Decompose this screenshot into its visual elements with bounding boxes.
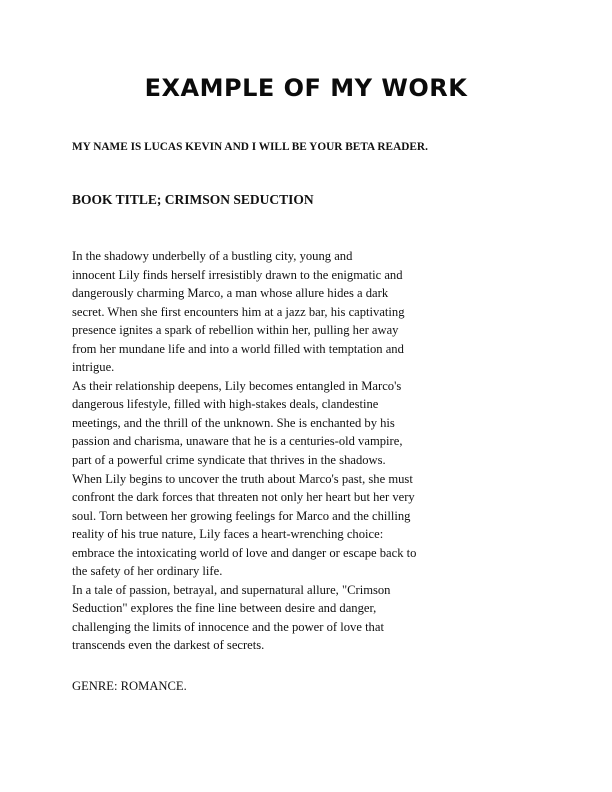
synopsis-line: part of a powerful crime syndicate that thrives in the shadows.	[72, 453, 386, 468]
synopsis	[72, 247, 416, 655]
synopsis-line: meetings, and the thrill of the unknown. She is enchanted by his	[72, 415, 395, 430]
synopsis-line: the safety of her ordinary life.	[72, 564, 223, 579]
synopsis-line: In the shadowy underbelly of a bustling city, young and	[72, 249, 353, 263]
intro-heading: MY NAME IS LUCAS KEVIN AND I WILL BE YOUR BETA READER.	[72, 141, 428, 153]
synopsis-line: challenging the limits of innocence and the power of love that	[72, 619, 384, 634]
synopsis-line: reality of his true nature, Lily faces a heart-wrenching choice:	[72, 527, 384, 542]
genre-line: GENRE: ROMANCE.	[72, 679, 187, 693]
synopsis-line: intrigue.	[72, 360, 115, 375]
book-title: BOOK TITLE; CRIMSON SEDUCTION	[72, 192, 314, 207]
synopsis-line: secret. When she first encounters him at a jazz bar, his captivating	[72, 304, 405, 319]
synopsis-line: innocent Lily finds herself irresistibly drawn to the enigmatic and	[72, 267, 403, 282]
synopsis-line: from her mundane life and into a world filled with temptation and	[72, 341, 404, 356]
synopsis-line: Seduction" explores the fine line between desire and danger,	[72, 601, 377, 616]
synopsis-line: embrace the intoxicating world of love and danger or escape back to	[72, 545, 417, 560]
synopsis-line: transcends even the darkest of secrets.	[72, 638, 265, 653]
synopsis-line: confront the dark forces that threaten not only her heart but her very	[72, 490, 415, 505]
synopsis-line: dangerously charming Marco, a man whose allure hides a dark	[72, 286, 389, 301]
synopsis-line: When Lily begins to uncover the truth about Marco's past, she must	[72, 471, 413, 486]
synopsis-line: presence ignites a spark of rebellion within her, pulling her away	[72, 323, 399, 338]
synopsis-line: As their relationship deepens, Lily becomes entangled in Marco's	[72, 378, 402, 393]
synopsis-line: In a tale of passion, betrayal, and supernatural allure, "Crimson	[72, 582, 391, 597]
page-title: EXAMPLE OF MY WORK	[144, 74, 468, 102]
synopsis-line: passion and charisma, unaware that he is a centuries-old vampire,	[72, 434, 403, 449]
synopsis-line: soul. Torn between her growing feelings for Marco and the chilling	[72, 508, 411, 523]
synopsis-line: dangerous lifestyle, filled with high-stakes deals, clandestine	[72, 397, 379, 412]
